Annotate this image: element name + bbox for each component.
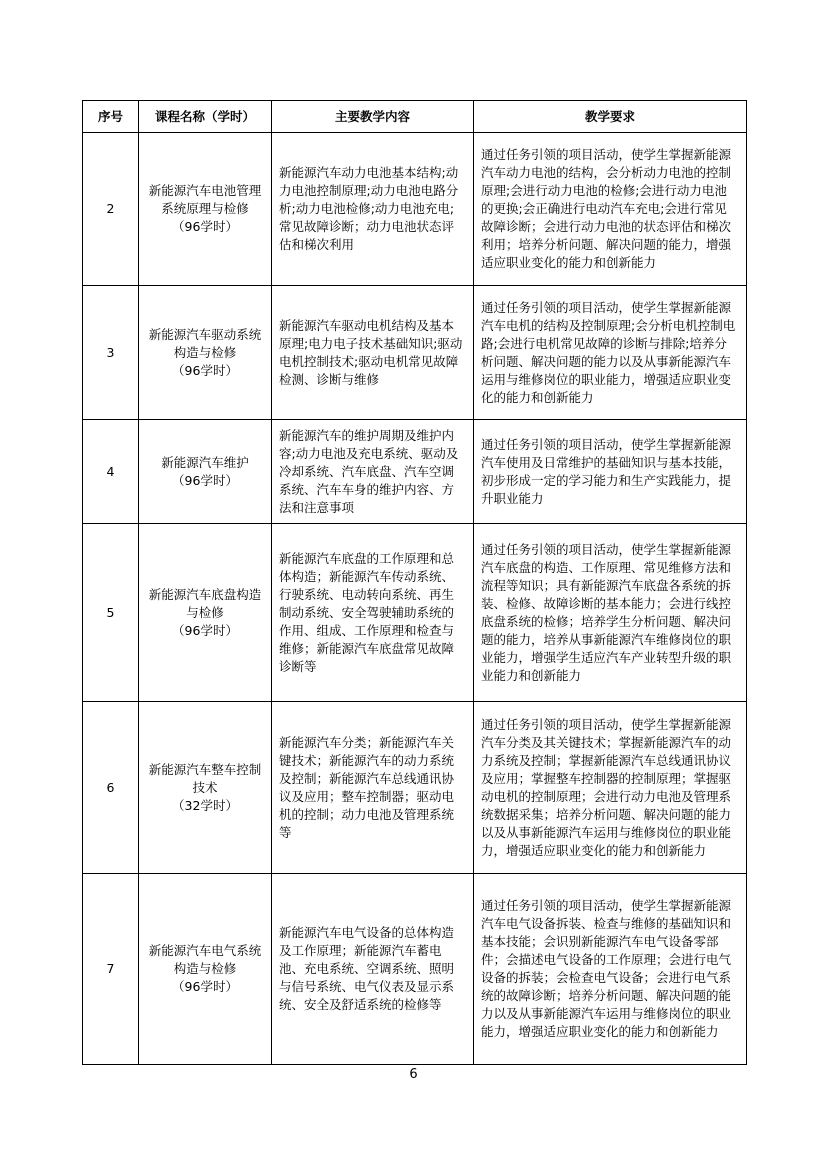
row-number: 7	[83, 874, 139, 1065]
teaching-content: 新能源汽车驱动电机结构及基本原理;电力电子技术基础知识;驱动电机控制技术;驱动电机常见故障检测、诊断与维修	[272, 286, 474, 420]
course-name-cell	[139, 874, 272, 1065]
course-hours: （32学时）	[172, 797, 238, 813]
course-name: 新能源汽车维护	[161, 454, 249, 470]
course-name: 新能源汽车电池管理系统原理与检修	[148, 183, 262, 216]
row-number: 6	[83, 702, 139, 874]
header-no: 序号	[83, 101, 139, 133]
teaching-requirement: 通过任务引领的项目活动，使学生掌握新能源汽车分类及其关键技术；掌握新能源汽车的动力系统及控制；掌握新能源汽车总线通讯协议及应用；掌握整车控制器的控制原理；掌握驱动电机的控制原理；会进行动力电池及管理系统数据采集；培养分析问题、解决问题的能力以及从事新能源汽车运用与维修岗位的职业能力，增强适应职业变化的能力和创新能力	[474, 702, 747, 874]
course-name-cell	[139, 702, 272, 874]
row-number: 3	[83, 286, 139, 420]
teaching-content: 新能源汽车分类；新能源汽车关键技术；新能源汽车的动力系统及控制；新能源汽车总线通讯协议及应用；整车控制器；驱动电机的控制；动力电池及管理系统等	[272, 702, 474, 874]
teaching-requirement: 通过任务引领的项目活动，使学生掌握新能源汽车使用及日常维护的基础知识与基本技能，初步形成一定的学习能力和生产实践能力，提升职业能力	[474, 420, 747, 524]
header-requirement: 教学要求	[474, 101, 747, 133]
row-number: 4	[83, 420, 139, 524]
teaching-content: 新能源汽车的维护周期及维护内容;动力电池及充电系统、驱动及冷却系统、汽车底盘、汽车空调系统、汽车车身的维护内容、方法和注意事项	[272, 420, 474, 524]
course-hours: （96学时）	[172, 979, 238, 994]
course-hours: （96学时）	[172, 472, 238, 488]
table-row	[83, 420, 747, 524]
header-content: 主要教学内容	[272, 101, 474, 133]
table-row	[83, 874, 747, 1065]
course-table	[82, 100, 747, 1065]
table-row	[83, 133, 747, 286]
course-hours: （96学时）	[172, 362, 238, 378]
table-row	[83, 702, 747, 874]
row-number: 5	[83, 524, 139, 702]
table-row	[83, 524, 747, 702]
course-name: 新能源汽车驱动系统构造与检修	[148, 326, 262, 360]
teaching-requirement: 通过任务引领的项目活动，使学生掌握新能源汽车底盘的构造、工作原理、常见维修方法和流程等知识；具有新能源汽车底盘各系统的拆装、检修、故障诊断的基本能力；会进行线控底盘系统的检修；培养学生分析问题、解决问题的能力，培养从事新能源汽车维修岗位的职业能力，增强学生适应汽车产业转型升级的职业能力和创新能力	[474, 524, 747, 702]
teaching-requirement: 通过任务引领的项目活动，使学生掌握新能源汽车电机的结构及控制原理;会分析电机控制电路;会进行电机常见故障的诊断与排除;培养分析问题、解决问题的能力以及从事新能源汽车运用与维修岗位的职业能力，增强适应职业变化的能力和创新能力	[474, 286, 747, 420]
teaching-content: 新能源汽车底盘的工作原理和总体构造；新能源汽车传动系统、行驶系统、电动转向系统、再生制动系统、安全驾驶辅助系统的作用、组成、工作原理和检查与维修；新能源汽车底盘常见故障诊断等	[272, 524, 474, 702]
table-header-row	[83, 101, 747, 133]
row-number: 2	[83, 133, 139, 286]
course-name-cell	[139, 133, 272, 286]
teaching-content: 新能源汽车动力电池基本结构;动力电池控制原理;动力电池电路分析;动力电池检修;动力电池充电;常见故障诊断；动力电池状态评估和梯次利用	[272, 133, 474, 286]
header-course: 课程名称（学时）	[139, 101, 272, 133]
course-name-cell	[139, 420, 272, 524]
teaching-requirement: 通过任务引领的项目活动，使学生掌握新能源汽车电气设备拆装、检查与维修的基础知识和基本技能；会识别新能源汽车电气设备零部件；会描述电气设备的工作原理；会进行电气设备的拆装；会检查电气设备；会进行电气系统的故障诊断；培养分析问题、解决问题的能力以及从事新能源汽车运用与维修岗位的职业能力，增强适应职业变化的能力和创新能力	[474, 874, 747, 1065]
course-name-cell	[139, 286, 272, 420]
teaching-requirement: 通过任务引领的项目活动，使学生掌握新能源汽车动力电池的结构，会分析动力电池的控制原理;会进行动力电池的检修;会进行动力电池的更换;会正确进行电动汽车充电;会进行常见故障诊断；会进行动力电池的状态评估和梯次利用；培养分析问题、解决问题的能力，增强适应职业变化的能力和创新能力	[474, 133, 747, 286]
page-number: 6	[409, 1067, 418, 1082]
course-name-cell	[139, 524, 272, 702]
course-hours: （96学时）	[172, 622, 238, 638]
course-name: 新能源汽车底盘构造与检修	[148, 586, 262, 620]
course-name: 新能源汽车整车控制技术	[148, 761, 262, 795]
teaching-content: 新能源汽车电气设备的总体构造及工作原理；新能源汽车蓄电池、充电系统、空调系统、照明与信号系统、电气仪表及显示系统、安全及舒适系统的检修等	[272, 874, 474, 1065]
course-hours: （96学时）	[172, 219, 238, 234]
table-row	[83, 286, 747, 420]
course-name: 新能源汽车电气系统构造与检修	[148, 943, 262, 976]
